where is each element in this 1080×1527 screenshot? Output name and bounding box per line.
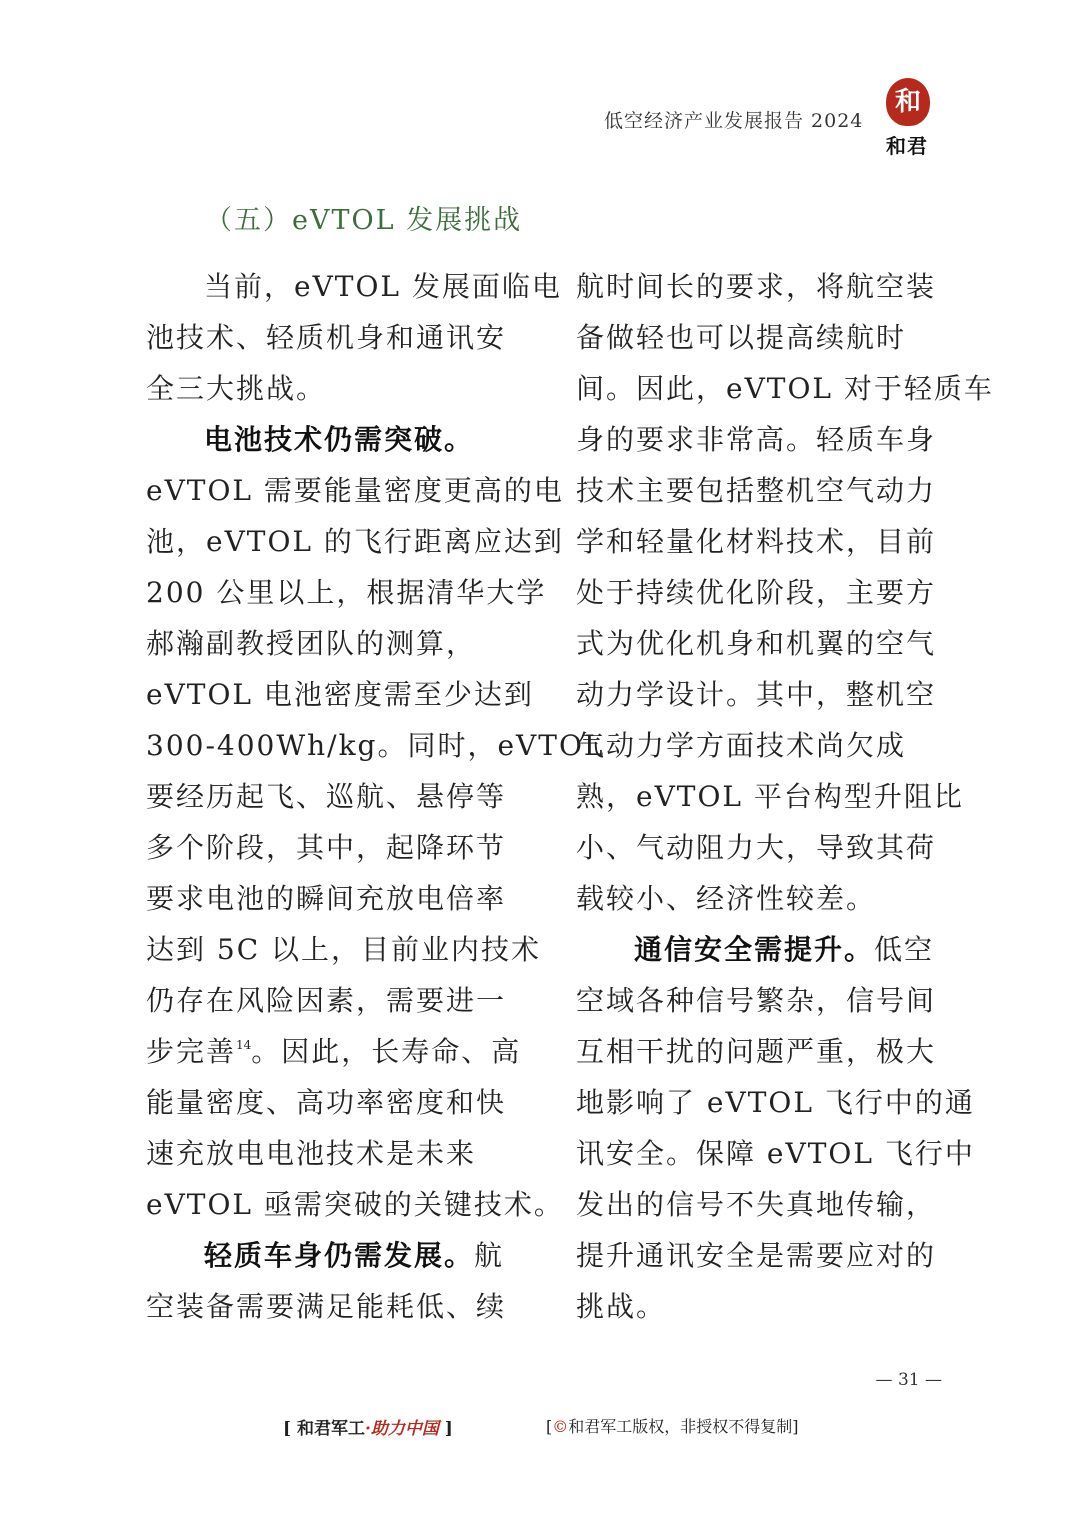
right-column [576,261,994,1332]
paragraph-line: 速充放电电池技术是未来 [146,1137,477,1170]
paragraph-line: 200 公里以上，根据清华大学 [146,576,547,609]
paragraph-line: 挑战。 [576,1290,667,1323]
footer-brand [283,1414,453,1439]
bracket: ] [438,1419,453,1439]
paragraph-line: 要经历起飞、巡航、悬停等 [146,780,507,813]
paragraph-line: 学和轻量化材料技术，目前 [576,525,937,558]
paragraph-line: 互相干扰的问题严重，极大 [576,1035,937,1068]
paragraph-line: eVTOL 需要能量密度更高的电 [146,474,564,507]
subheading-body: 轻质车身仍需发展。 [204,1239,475,1272]
paragraph-line: 熟，eVTOL 平台构型升阻比 [576,780,964,813]
footer-brand-name: 和君军工 [296,1419,365,1439]
footer-slogan: 助力中国 [370,1419,439,1439]
paragraph-line: 发出的信号不失真地传输， [576,1188,937,1221]
paragraph-line: 气动力学方面技术尚欠成 [576,729,907,762]
line-text: 低空 [874,933,935,966]
paragraph-line: 提升通讯安全是需要应对的 [576,1239,937,1272]
paragraph-line: 小、气动阻力大，导致其荷 [576,831,937,864]
page-number: — 31 — [875,1370,942,1390]
footnote-marker: 14 [236,1038,252,1052]
paragraph-line: 间。因此，eVTOL 对于轻质车 [576,372,994,405]
paragraph-line: 要求电池的瞬间充放电倍率 [146,882,507,915]
section-heading: （五）eVTOL 发展挑战 [205,205,523,236]
bracket: [ [546,1417,553,1436]
paragraph-line: 备做轻也可以提高续航时 [576,321,907,354]
paragraph-line: 空域各种信号繁杂，信号间 [576,984,937,1017]
copyright-text: 和君军工版权，非授权不得复制] [568,1417,799,1436]
paragraph-line: 池，eVTOL 的飞行距离应达到 [146,525,564,558]
paragraph-line: 多个阶段，其中，起降环节 [146,831,507,864]
copyright-icon: © [552,1417,569,1436]
paragraph-line: 讯安全。保障 eVTOL 飞行中 [576,1137,975,1170]
paragraph-line [576,924,948,975]
paragraph-line: 仍存在风险因素，需要进一 [146,984,507,1017]
logo-seal-icon: 和 [886,78,930,126]
paragraph-line: 处于持续优化阶段，主要方 [576,576,937,609]
paragraph-line: 能量密度、高功率密度和快 [146,1086,507,1119]
subheading-comms: 通信安全需提升。 [634,933,875,966]
paragraph-line: 航时间长的要求，将航空装 [576,270,937,303]
paragraph-line: 当前，eVTOL 发展面临电 [204,270,562,303]
footer-dot: · [364,1419,371,1439]
line-text: 。因此，长寿命、高 [251,1035,522,1068]
paragraph-line: 地影响了 eVTOL 飞行中的通 [576,1086,975,1119]
paragraph-line: 空装备需要满足能耗低、续 [146,1290,507,1323]
paragraph-line: eVTOL 电池密度需至少达到 [146,678,534,711]
subheading-battery: 电池技术仍需突破。 [204,423,475,456]
paragraph-line: 郝瀚副教授团队的测算， [146,627,477,660]
paragraph-line: 动力学设计。其中，整机空 [576,678,937,711]
logo-text: 和君 [886,134,928,158]
line-text: 航 [474,1239,505,1272]
paragraph-line: 全三大挑战。 [146,372,327,405]
line-text: 步完善 [146,1035,237,1068]
report-title: 低空经济产业发展报告 2024 [604,110,864,132]
paragraph-line [146,1230,518,1281]
paragraph-line: 池技术、轻质机身和通讯安 [146,321,507,354]
paragraph-line: eVTOL 亟需突破的关键技术。 [146,1188,564,1221]
paragraph-line: 300-400Wh/kg。同时，eVTOL [146,729,605,762]
bracket: [ [283,1419,297,1439]
footer-copyright [546,1414,799,1437]
paragraph-line: 技术主要包括整机空气动力 [576,474,937,507]
brand-logo [874,78,940,158]
paragraph-line: 身的要求非常高。轻质车身 [576,423,937,456]
paragraph-line: 式为优化机身和机翼的空气 [576,627,937,660]
paragraph-line: 载较小、经济性较差。 [576,882,877,915]
paragraph-line: 达到 5C 以上，目前业内技术 [146,933,542,966]
paragraph-line [146,1026,522,1077]
left-column [146,261,605,1332]
